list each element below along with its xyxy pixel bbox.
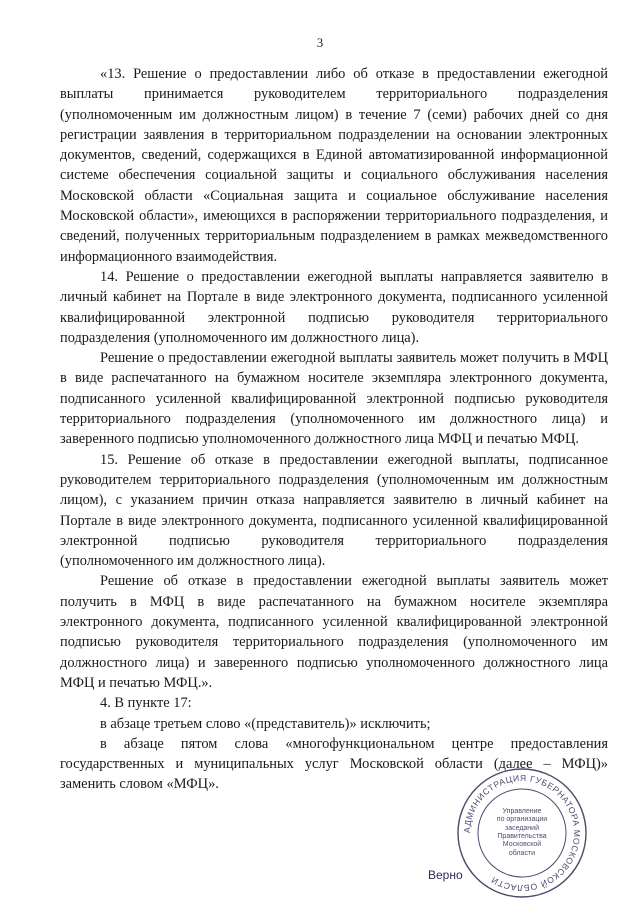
- item-4-heading: 4. В пункте 17:: [100, 695, 192, 712]
- stamp-line: по организации: [496, 816, 548, 824]
- document-body: [60, 64, 608, 795]
- stamp-line: заседаний: [504, 824, 539, 832]
- stamp-line: Московской: [502, 841, 542, 849]
- paragraph-15: 15. Решение об отказе в предоставлении ежегодной выплаты, подписанное руководителем территориального подразделения (уполномоченным им должностным лицом), с указанием причин отказа направляется заявителю в личный кабинет на Портале в виде электронного документа, подписанного усиленной квалифицированной электронной подписью руководителя территориального подразделения (уполномоченного им должностного лица).: [60, 451, 608, 570]
- stamp-line: области: [508, 849, 536, 857]
- item-4-subparagraph-5: в абзаце пятом слова «многофункциональном центре предоставления государственных и муниципальных услуг Московской области (далее – МФЦ)» заменить словом «МФЦ».: [60, 735, 608, 793]
- paragraph-14-mfc: Решение о предоставлении ежегодной выплаты заявитель может получить в МФЦ в виде распечатанного на бумажном носителе экземпляра электронного документа, подписанного усиленной квалифицированной электронной подписью руководителя территориального подразделения (уполномоченного им должностного лица) и заверенного подписью уполномоченного должностного лица МФЦ и печатью МФЦ.: [60, 350, 608, 448]
- paragraph-13: «13. Решение о предоставлении либо об отказе в предоставлении ежегодной выплаты принимается руководителем территориального подразделения (уполномоченным им должностным лицом) в течение 7 (семи) рабочих дней со дня регистрации заявления в территориальном подразделении на основании электронных документов, сведений, содержащихся в Единой автоматизированной информационной системе обеспечения социальной защиты и социального обслуживания населения Московской области «Социальная защита и социальное обслуживание населения Московской области», имеющихся в распоряжении территориального подразделения, и сведений, полученных территориальным подразделением в рамках межведомственного информационного взаимодействия.: [60, 66, 608, 265]
- stamp-inner-text: [455, 766, 589, 900]
- paragraph-15-mfc: Решение об отказе в предоставлении ежегодной выплаты заявитель может получить в МФЦ в виде распечатанного на бумажном носителе экземпляра электронного документа, подписанного усиленной квалифицированной электронной подписью руководителя территориального подразделения (уполномоченного им должностного лица) и заверенного подписью уполномоченного должностного лица МФЦ и печатью МФЦ.».: [60, 573, 608, 691]
- item-4-subparagraph-3: в абзаце третьем слово «(представитель)» исключить;: [100, 715, 431, 732]
- stamp-line: Управление: [502, 807, 542, 815]
- verno-mark: Верно: [428, 868, 463, 882]
- stamp-line: Правительства: [497, 833, 547, 840]
- official-stamp: [455, 766, 589, 900]
- page-number: 3: [316, 36, 324, 50]
- svg-text:АДМИНИСТРАЦИЯ ГУБЕРНАТОРА МОСК: АДМИНИСТРАЦИЯ ГУБЕРНАТОРА МОСКОВСКОЙ ОБЛАСТИ: [461, 772, 583, 894]
- paragraph-14: 14. Решение о предоставлении ежегодной выплаты направляется заявителю в личный кабинет на Портале в виде электронного документа, подписанного усиленной квалифицированной электронной подписью руководителя территориального подразделения (уполномоченного им должностного лица).: [60, 268, 608, 346]
